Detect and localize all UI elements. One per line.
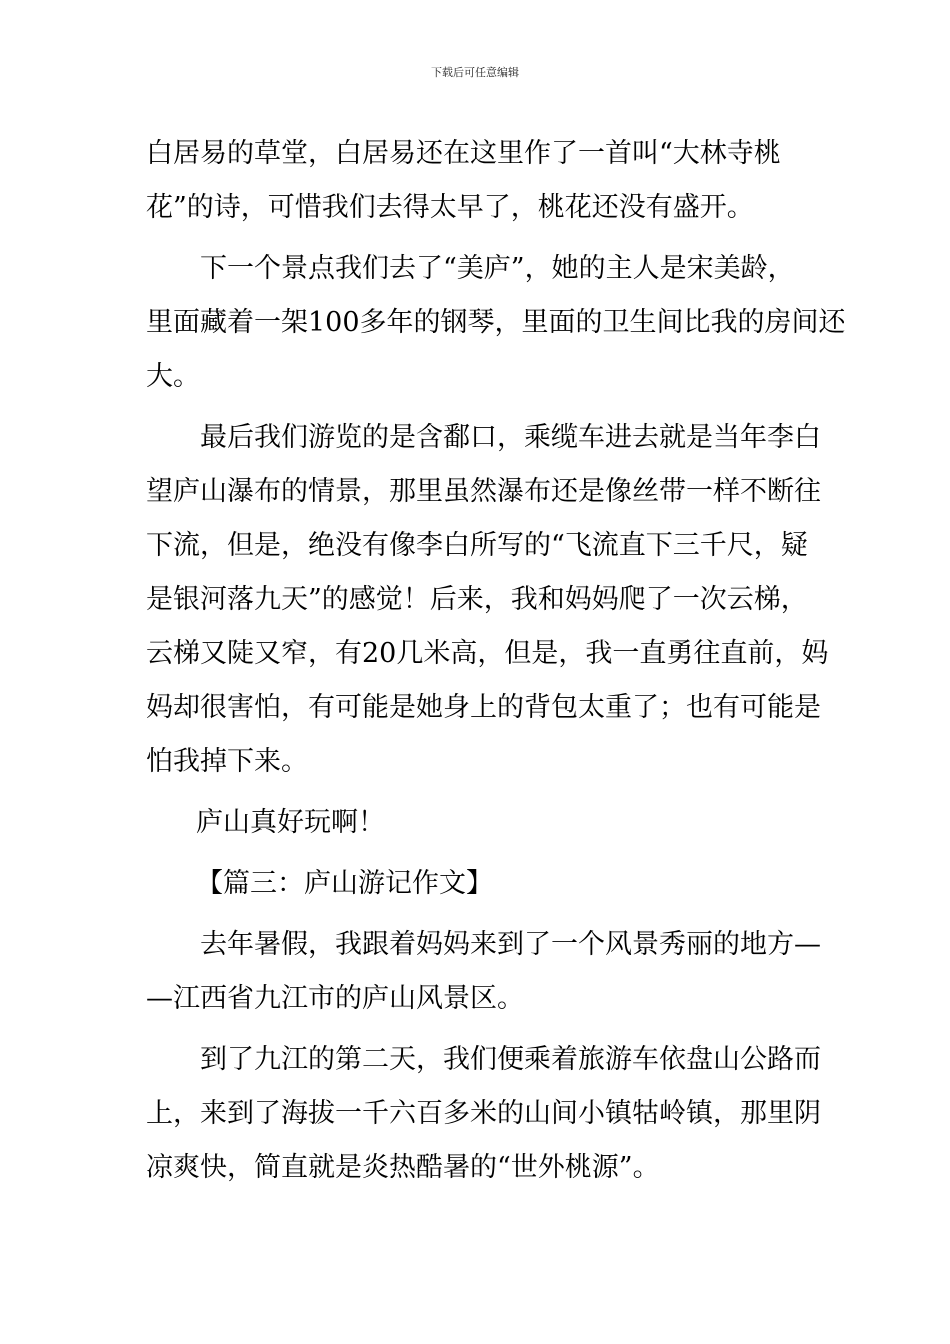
page-header: 下载后可任意编辑 [431,66,519,79]
text-line: 白居易的草堂，白居易还在这里作了一首叫“大林寺桃 [146,138,781,169]
text-line: 妈却很害怕，有可能是她身上的背包太重了；也有可能是 [146,692,821,723]
paragraph-1 [146,127,808,235]
paragraph-2 [146,242,846,404]
text-line: 下流，但是，绝没有像李白所写的“飞流直下三千尺，疑 [146,530,808,561]
document-body [146,127,846,1202]
text-line: 云梯又陡又窄，有20几米高，但是，我一直勇往直前，妈 [146,638,829,669]
text-line: 凉爽快，简直就是炎热酷暑的“世外桃源”。 [146,1152,660,1183]
text-line: 怕我掉下来。 [146,746,308,777]
text-line: —江西省九江市的庐山风景区。 [146,983,524,1014]
text-line: 庐山真好玩啊！ [196,807,385,838]
paragraph-6 [146,1033,821,1195]
text-line: 是银河落九天”的感觉！后来，我和妈妈爬了一次云梯， [146,584,808,615]
text-line: 大。 [146,361,200,392]
text-line: 最后我们游览的是含鄱口，乘缆车进去就是当年李白 [200,422,821,453]
paragraph-5 [146,918,821,1026]
heading-text: 【篇三：庐山游记作文】 [196,868,493,899]
text-line: 下一个景点我们去了“美庐”，她的主人是宋美龄， [200,253,795,284]
paragraph-3 [146,411,829,789]
paragraph-4 [146,796,808,850]
text-line: 上，来到了海拔一千六百多米的山间小镇牯岭镇，那里阴 [146,1098,821,1129]
text-line: 花”的诗，可惜我们去得太早了，桃花还没有盛开。 [146,192,754,223]
text-line: 到了九江的第二天，我们便乘着旅游车依盘山公路而 [200,1044,821,1075]
section-heading [146,857,808,911]
text-line: 里面藏着一架100多年的钢琴，里面的卫生间比我的房间还 [146,307,846,338]
text-line: 去年暑假，我跟着妈妈来到了一个风景秀丽的地方— [200,929,821,960]
text-line: 望庐山瀑布的情景，那里虽然瀑布还是像丝带一样不断往 [146,476,821,507]
